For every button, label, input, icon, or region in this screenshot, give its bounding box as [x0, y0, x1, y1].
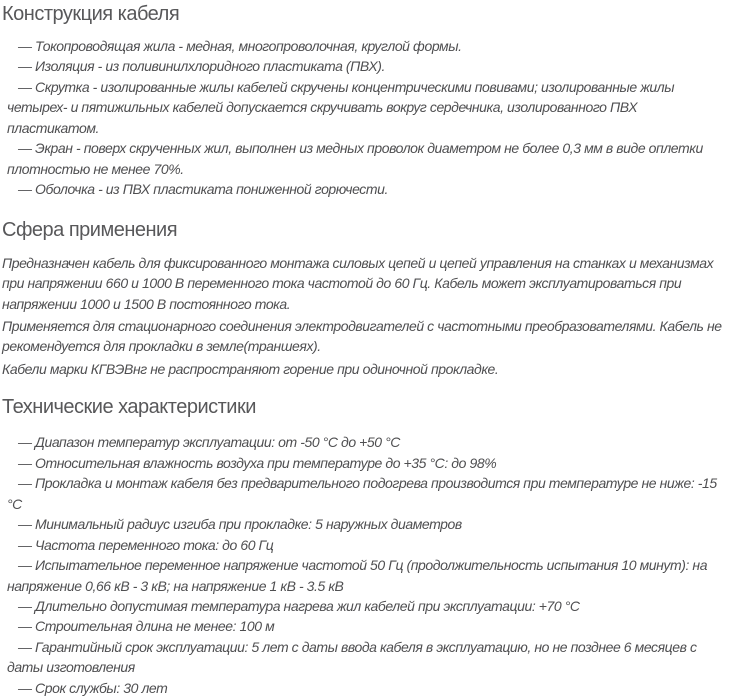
paragraph: Применяется для стационарного соединения электродвигателей с частотными преобразователями. Кабель не рекомендуется для прокладки в земле(траншеях). [2, 317, 722, 355]
section-construction [2, 3, 725, 200]
list-item: — Гарантийный срок эксплуатации: 5 лет с даты ввода кабеля в эксплуатацию, но не позднее 6 месяцев с даты изготовления [7, 638, 697, 676]
section-title-construction: Конструкция кабеля [2, 3, 180, 25]
paragraph: Кабели марки КГВЭВнг не распространяют горение при одиночной прокладке. [2, 360, 499, 377]
list-item: — Диапазон температур эксплуатации: от -50 °С до +50 °С [18, 434, 400, 451]
paragraph: Предназначен кабель для фиксированного монтажа силовых цепей и цепей управления на станках и механизмах при напряжении 660 и 1000 В переменного тока частотой до 60 Гц. Кабель может эксплуатироваться при напряжении 1000 и 1500 В постоянного тока. [2, 254, 714, 312]
section-application [2, 219, 725, 380]
list-item: — Относительная влажность воздуха при температуре до +35 °С: до 98% [18, 454, 497, 471]
list-item: — Длительно допустимая температура нагрева жил кабелей при эксплуатации: +70 °С [18, 597, 580, 614]
list-item: — Токопроводящая жила - медная, многопроволочная, круглой формы. [18, 38, 462, 54]
list-item: — Скрутка - изолированные жилы кабелей скручены концентрическими повивами; изолированные жилы четырех- и пятижильных кабелей допускается скручивать вокруг сердечника, изолированного ПВХ пластикатом. [7, 78, 675, 136]
list-item: — Экран - поверх скрученных жил, выполнен из медных проволок диаметром не более 0,3 мм в виде оплетки плотностью не менее 70%. [7, 140, 703, 177]
list-item: — Частота переменного тока: до 60 Гц [18, 536, 274, 553]
list-item: — Срок службы: 30 лет [18, 679, 168, 696]
list-item: — Строительная длина не менее: 100 м [18, 618, 275, 635]
section-title-specs: Технические характеристики [2, 396, 256, 419]
list-item: — Испытательное переменное напряжение частотой 50 Гц (продолжительность испытания 10 минут): на напряжение 0,66 кВ - 3 кВ; на напряжение 1 кВ - 3.5 кВ [7, 557, 708, 594]
list-item: — Оболочка - из ПВХ пластиката пониженной горючести. [18, 181, 388, 198]
specs-list [2, 432, 725, 698]
section-title-application: Сфера применения [2, 218, 178, 241]
construction-list [2, 36, 725, 200]
list-item: — Прокладка и монтаж кабеля без предварительного подогрева производится при температуре не ниже: -15 °С [7, 475, 717, 512]
section-specs [2, 396, 725, 698]
application-paragraphs [2, 253, 725, 380]
list-item: — Изоляция - из поливинилхлоридного пластиката (ПВХ). [18, 58, 385, 75]
list-item: — Минимальный радиус изгиба при прокладке: 5 наружных диаметров [18, 516, 462, 533]
